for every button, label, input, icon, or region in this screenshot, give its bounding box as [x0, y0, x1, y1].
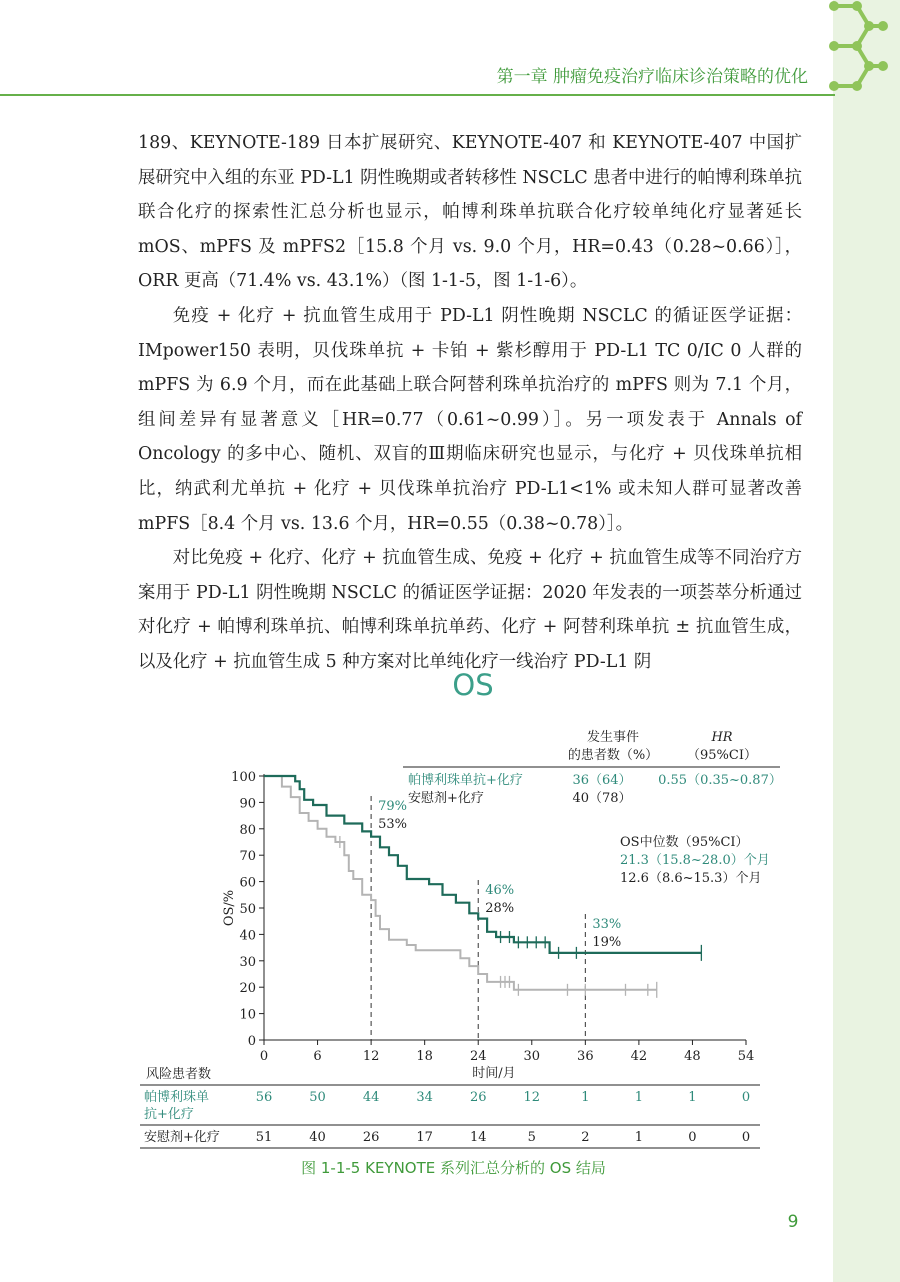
legend-name-1: 安慰剂+化疗: [408, 791, 484, 806]
landmark-label-pembro-36: 33%: [592, 917, 622, 932]
y-tick-label: 20: [239, 981, 256, 997]
x-tick-label: 30: [523, 1049, 541, 1064]
figure-caption: 图 1-1-5 KEYNOTE 系列汇总分析的 OS 结局: [301, 1159, 606, 1177]
risk-value-pembro: 26: [469, 1090, 487, 1105]
x-axis-label: 时间/月: [472, 1066, 516, 1081]
x-tick-label: 48: [684, 1049, 701, 1064]
x-tick-label: 0: [259, 1049, 269, 1064]
y-tick-label: 50: [239, 902, 256, 917]
page-number: 9: [787, 1212, 799, 1232]
chart-labels: [378, 729, 782, 950]
hr-header-1: HR: [711, 730, 733, 745]
risk-name-pembro-1: 帕博利珠单: [144, 1090, 210, 1105]
risk-value-pembro: 0: [741, 1090, 751, 1105]
risk-value-placebo: 26: [362, 1130, 380, 1145]
risk-value-pembro: 50: [309, 1090, 326, 1105]
risk-name-pembro-2: 抗+化疗: [144, 1107, 194, 1122]
risk-value-pembro: 1: [581, 1090, 590, 1105]
curve-placebo: [264, 776, 657, 990]
hr-header-2: （95%CI）: [687, 748, 757, 763]
risk-value-placebo: 5: [527, 1130, 536, 1145]
x-tick-label: 24: [469, 1049, 487, 1064]
risk-value-placebo: 2: [581, 1130, 590, 1145]
x-tick-label: 36: [577, 1049, 594, 1064]
x-tick-label: 54: [737, 1049, 755, 1064]
y-tick-label: 100: [231, 770, 256, 785]
y-tick-label: 80: [239, 822, 256, 838]
risk-table: [140, 1066, 760, 1148]
events-header-2: 的患者数（%）: [567, 748, 659, 763]
y-tick-label: 60: [239, 875, 256, 891]
legend-events-0: 36（64）: [572, 773, 632, 788]
running-header: 第一章 肿瘤免疫治疗临床诊治策略的优化: [496, 67, 808, 87]
x-tick-label: 42: [630, 1049, 648, 1064]
median-os-placebo: 12.6（8.6~15.3）个月: [620, 871, 762, 886]
risk-value-pembro: 12: [523, 1090, 541, 1105]
x-tick-label: 12: [362, 1049, 380, 1064]
y-tick-label: 70: [239, 849, 256, 865]
survival-curves: [264, 776, 701, 998]
x-tick-label: 18: [416, 1049, 433, 1064]
risk-value-placebo: 17: [416, 1130, 433, 1145]
landmark-label-pembro-12: 79%: [378, 799, 408, 814]
risk-value-placebo: 0: [688, 1130, 697, 1145]
median-os-header: OS中位数（95%CI）: [620, 835, 749, 850]
landmark-label-placebo-12: 53%: [378, 817, 408, 832]
risk-value-pembro: 34: [416, 1090, 433, 1105]
legend-name-0: 帕博利珠单抗+化疗: [408, 773, 523, 788]
risk-value-placebo: 51: [255, 1130, 273, 1145]
legend-events-1: 40（78）: [572, 791, 632, 806]
landmark-label-pembro-24: 46%: [485, 883, 515, 898]
risk-value-pembro: 44: [362, 1090, 380, 1105]
y-axis-label: OS/%: [222, 889, 237, 927]
y-tick-label: 40: [239, 928, 256, 944]
risk-table-title: 风险患者数: [146, 1067, 212, 1082]
x-tick-label: 6: [313, 1049, 322, 1064]
legend-hr-0: 0.55（0.35~0.87）: [658, 773, 782, 788]
risk-value-pembro: 1: [634, 1090, 644, 1105]
landmark-label-placebo-36: 19%: [592, 935, 622, 950]
y-tick-label: 30: [239, 954, 256, 970]
paragraph-3: 对比免疫 + 化疗、化疗 + 抗血管生成、免疫 + 化疗 + 抗血管生成等不同治疗方案用于 PD-L1 阴性晚期 NSCLC 的循证医学证据：2020 年发表的一项荟萃分析通过对化疗 + 帕博利珠单抗、帕博利珠单抗单药、化疗 + 阿替利珠单抗 ± 抗血管生成，以及化疗 + 抗血管生成 5 种方案对比单纯化疗一线治疗 PD-L1 阴: [138, 548, 802, 672]
risk-name-placebo: 安慰剂+化疗: [144, 1130, 220, 1145]
y-tick-label: 90: [239, 796, 256, 812]
paragraph-2: 免疫 + 化疗 + 抗血管生成用于 PD-L1 阴性晚期 NSCLC 的循证医学证据：IMpower150 表明，贝伐珠单抗 + 卡铂 + 紫杉醇用于 PD-L1 TC 0/IC 0 人群的 mPFS 为 6.9 个月，而在此基础上联合阿替利珠单抗治疗的 mPFS 则为 7.1 个月，组间差异有显著意义［HR=0.77（0.61~0.99）］。另一项发表于 Annals of Oncology 的多中心、随机、双盲的Ⅲ期临床研究也显示，与化疗 + 贝伐珠单抗相比，纳武利尤单抗 + 化疗 + 贝伐珠单抗治疗 PD-L1<1% 或未知人群可显著改善 mPFS［8.4 个月 vs. 13.6 个月，HR=0.55（0.38~0.78）］。: [138, 305, 802, 534]
risk-value-pembro: 56: [255, 1090, 273, 1105]
risk-value-placebo: 1: [634, 1130, 644, 1145]
median-os-pembro: 21.3（15.8~28.0）个月: [620, 853, 770, 868]
paragraph-1: 189、KEYNOTE-189 日本扩展研究、KEYNOTE-407 和 KEYNOTE-407 中国扩展研究中入组的东亚 PD-L1 阴性晚期或者转移性 NSCLC 患者中进行的帕博利珠单抗联合化疗的探索性汇总分析也显示，帕博利珠单抗联合化疗较单纯化疗显著延长 mOS、mPFS 及 mPFS2［15.8 个月 vs. 9.0 个月，HR=0.43（0.28~0.66）］，ORR 更高（71.4% vs. 43.1%）（图 1-1-5，图 1-1-6）。: [138, 133, 802, 292]
risk-value-placebo: 0: [741, 1130, 751, 1145]
landmark-label-placebo-24: 28%: [485, 901, 515, 916]
risk-value-placebo: 14: [469, 1130, 487, 1145]
y-tick-label: 10: [239, 1007, 256, 1023]
risk-value-placebo: 40: [309, 1130, 326, 1145]
y-tick-label: 0: [247, 1034, 256, 1049]
events-header-1: 发生事件: [586, 730, 640, 745]
risk-value-pembro: 1: [688, 1090, 697, 1105]
chart-title: OS: [452, 668, 494, 702]
